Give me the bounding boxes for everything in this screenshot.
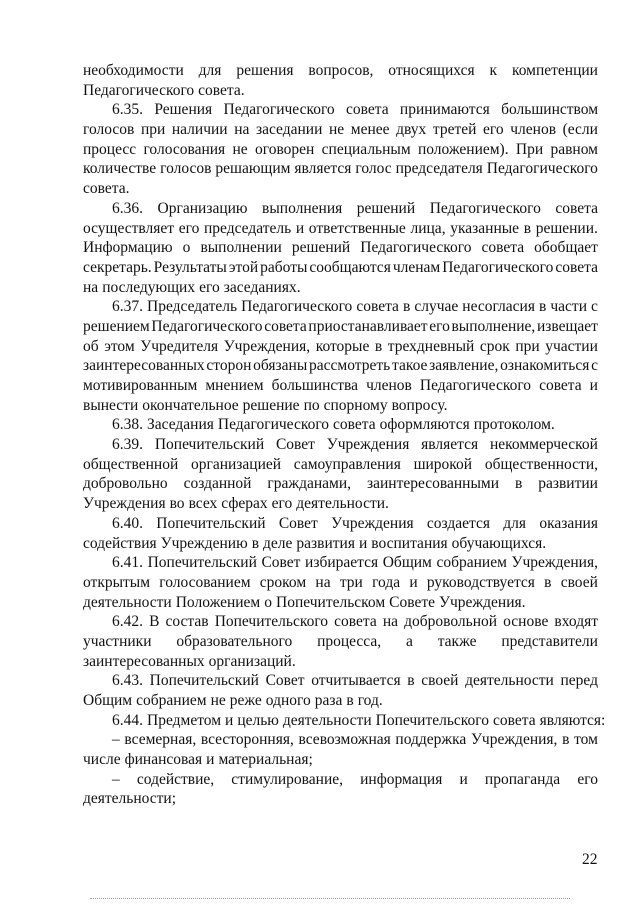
text-line: голосов при наличии на заседании не менее двух третей его членов (если (83, 121, 598, 139)
text-line: 6.40. Попечительский Совет Учреждения создается для оказания (112, 514, 598, 532)
text-line: заинтересованных сторон обязаны рассмотреть такое заявление, ознакомиться с (83, 357, 598, 375)
text-line: числе финансовая и материальная; (83, 751, 313, 769)
text-line: осуществляет его председатель и ответственные лица, указанные в решении. (83, 219, 598, 237)
text-line: участники образовательного процесса, а также представители (83, 632, 598, 650)
text-line: об этом Учредителя Учреждения, которые в трехдневный срок при участии (83, 337, 598, 355)
text-line: открытым голосованием сроком на три года и руководствуется в своей (83, 573, 598, 591)
text-line: на последующих его заседаниях. (83, 278, 301, 296)
text-line: 6.39. Попечительский Совет Учреждения является некоммерческой (112, 436, 598, 454)
text-line: Учреждения во всех сферах его деятельности. (83, 495, 389, 513)
text-line: деятельности; (83, 790, 177, 808)
text-line: мотивированным мнением большинства членов Педагогического совета и (83, 377, 598, 394)
text-line: заинтересованных организаций. (83, 652, 296, 670)
text-line: совета. (83, 180, 130, 198)
text-line: общественной организацией самоуправления широкой общественности, (83, 455, 598, 473)
text-line: – всемерная, всесторонняя, всевозможная поддержка Учреждения, в том (112, 731, 598, 749)
text-line: – содействие, стимулирование, информация и пропаганда его (112, 770, 598, 788)
text-line: 6.36. Организацию выполнения решений Педагогического совета (112, 199, 598, 217)
text-line: вынести окончательное решение по спорному вопросу. (83, 396, 448, 414)
text-line: 6.37. Председатель Педагогического совета в случае несогласия в части с (112, 298, 598, 316)
scan-bottom-edge (90, 898, 570, 899)
text-line: 6.43. Попечительский Совет отчитывается в своей деятельности перед (112, 672, 598, 690)
text-line: процесс голосования не оговорен специальным положением). При равном (83, 140, 598, 158)
text-line: решением Педагогического совета приостанавливает его выполнение, извещает (83, 317, 598, 335)
text-line: 6.41. Попечительский Совет избирается Общим собранием Учреждения, (112, 554, 598, 572)
text-line: деятельности Положением о Попечительском Совете Учреждения. (83, 593, 526, 611)
text-line: 6.42. В состав Попечительского совета на добровольной основе входят (112, 613, 598, 631)
text-line: 6.44. Предметом и целью деятельности Попечительского совета являются: (112, 711, 606, 729)
text-line: необходимости для решения вопросов, относящихся к компетенции (83, 62, 598, 79)
text-line: 6.38. Заседания Педагогического совета оформляются протоколом. (112, 416, 555, 434)
text-line: содействия Учреждению в деле развития и воспитания обучающихся. (83, 534, 547, 552)
text-line: Педагогического совета. (83, 81, 245, 99)
document-body (83, 61, 606, 809)
text-line: Общим собранием не реже одного раза в год. (83, 692, 383, 709)
page-number: 22 (582, 851, 598, 868)
text-line: добровольно созданной гражданами, заинтересованными в развитии (83, 475, 598, 493)
text-line: 6.35. Решения Педагогического совета принимаются большинством (112, 101, 598, 119)
text-line: количестве голосов решающим является голос председателя Педагогического (83, 160, 598, 178)
text-line: секретарь. Результаты этой работы сообщаются членам Педагогического совета (83, 258, 598, 276)
text-line: Информацию о выполнении решений Педагогического совета обобщает (83, 239, 598, 257)
